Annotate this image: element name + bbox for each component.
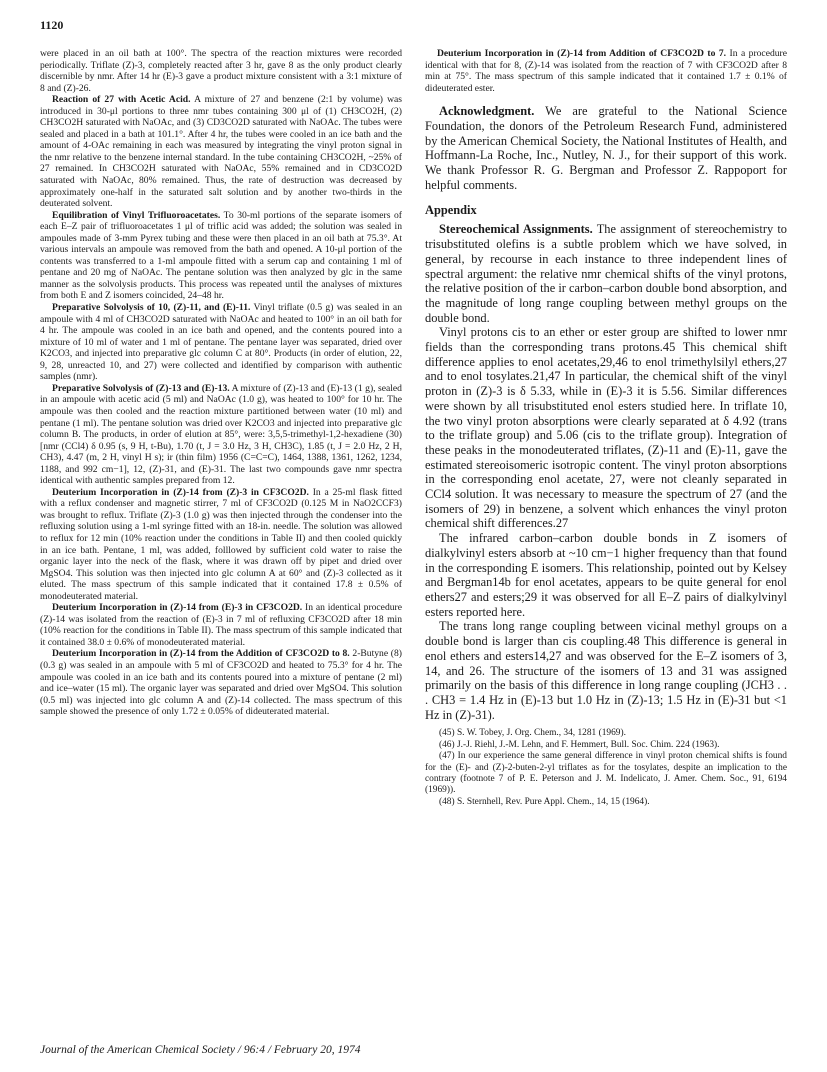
right-column	[425, 48, 787, 808]
journal-footer: Journal of the American Chemical Society / 96:4 / February 20, 1974	[40, 1044, 361, 1056]
paragraph-text: The trans long range coupling between vicinal methyl groups on a double bond is larger than cis coupling.48 This difference is general in enol ethers and esters14,27 and was observed for the E–Z isomers of 3, 14, and 26. The structure of the isomers of 13 and 31 was assigned primarily on the basis of this difference in long range coupling (JCH3 . . . CH3 = 1.4 Hz in (E)-13 but 1.0 Hz in (Z)-13; 1.5 Hz in (E)-31 but <1 Hz in (Z)-31).	[425, 619, 787, 722]
paragraph-text: Vinyl triflate (0.5 g) was sealed in an ampoule with 4 ml of CH3CO2D saturated with NaOAc and heated to 100° in an oil bath for 4 hr. The ampoule was cooled in an ice bath and opened, and the contents poured into a mixture of 10 ml of water and 1 ml of pentane. The pentane layer was separated, dried over K2CO3, and injected into preparative glc column C at 80°. Products (in order of elution, 22, 9, 28, unreacted 10, and 27) were collected and identified by comparison with authentic samples (nmr).	[40, 302, 402, 383]
acknowledgment-heading: Acknowledgment.	[439, 104, 535, 119]
paragraph-text: In an identical procedure (Z)-14 was isolated from the reaction of (E)-3 in 7 ml of refluxing CF3CO2D after 18 min (10% reaction for the conditions in Table II). The mass spectrum of this sample indicated that it contained 38.0 ± 0.6% of monodeuterated material.	[40, 602, 402, 648]
paragraph-text: The assignment of stereochemistry to trisubstituted olefins is a subtle problem which we have solved, in general, by recourse in each instance to three independent lines of spectral argument: the relative nmr chemical shifts of the vinyl protons, the relative position of the ir carbon–carbon double bond absorption, and the magnitude of long range coupling between methyl groups on the double bond.	[425, 222, 787, 325]
paragraph-heading: Deuterium Incorporation in (Z)-14 from (Z)-3 in CF3CO2D.	[52, 486, 309, 498]
paragraph-text: The infrared carbon–carbon double bonds in Z isomers of dialkylvinyl esters absorb at ~10 cm−1 higher frequency than that found in the corresponding E isomers. This relationship, pointed out by Kelsey and Bergman14b for enol acetates, appears to be quite general for enol ethers27 and esters;29 it was observed for all E–Z pairs of dialkylvinyl esters reported here.	[425, 531, 787, 619]
paragraph-text: were placed in an oil bath at 100°. The spectra of the reaction mixtures were recorded periodically. Triflate (Z)-3, completely reacted after 3 hr, gave 8 as the only product clearly discernible by nmr. After 14 hr (E)-3 gave a product mixture consistent with a 3:1 mixture of 8 and (Z)-26.	[40, 48, 402, 94]
paragraph-heading: Deuterium Incorporation in (Z)-14 from (E)-3 in CF3CO2D.	[52, 602, 303, 614]
experimental-paragraph	[40, 48, 402, 94]
paragraph-heading: Reaction of 27 with Acetic Acid.	[52, 94, 191, 106]
appendix-paragraph	[425, 531, 787, 619]
paragraph-text: Vinyl protons cis to an ether or ester group are shifted to lower nmr fields than the corresponding trans protons.45 This chemical shift difference applies to enol acetates,29,46 to enol trimethylsilyl ethers,27 and to enol tosylates.21,47 In particular, the chemical shift of the vinyl proton in (Z)-3 is δ 5.33, while in (E)-3 it is 5.56. Similar differences were shown by all trisubstituted enol esters studied here. In triflate 10, the two vinyl proton absorptions were clearly separated at δ 4.92 (trans to the triflate group) and 5.06 (cis to the triflate group). Integration of these peaks in the monodeuterated triflates, (Z)-11 and (E)-11, gave the estimated stereoisomeric isotropic content. The vinyl proton absorptions in the corresponding enol acetate, 27, were not cleanly separated in CCl4 solution. It was necessary to measure the spectrum of 27 (and the isomers of 29) in benzene, a solvent which enhances the vinyl proton chemical shift differences.27	[425, 325, 787, 531]
paragraph-text: In a 25-ml flask fitted with a reflux condenser and magnetic stirrer, 7 ml of CF3CO2D (0.125 M in NaO2CCF3) was brought to reflux. Triflate (Z)-3 (1.0 g) was then injected through the condenser into the refluxing solution using a 1-ml syringe fitted with an 18-in. needle. The solution was allowed to reflux for 12 min (10% reaction under the conditions in Table II) and then cooled quickly in an ice bath. Pentane, 1 ml, was added, folllowed by sufficient cold water to raise the organic layer into the neck of the flask, where it was drawn off by pipet and dried over MgSO4. This solution was then injected into glc column A at 60° and (Z)-3 collected as it eluted. The mass spectrum of this sample indicated that it contained 17.8 ± 0.5% of monodeuterated material.	[40, 486, 402, 602]
experimental-paragraph	[40, 383, 402, 487]
paragraph-text: A mixture of (Z)-13 and (E)-13 (1 g), sealed in an ampoule with acetic acid (5 ml) and NaOAc (1.0 g), was heated to 100° for 10 hr. The ampoule was then cooled and the reaction mixture partitioned between water (10 ml) and pentane (1 ml). The pentane solution was dried over K2CO3 and injected into preparative glc column B. The products, in order of elution at 85°, were: 3,5,5-trimethyl-1,2-hexadiene (30) [nmr (CCl4) δ 0.95 (s, 9 H, t-Bu), 1.70 (t, J = 3.0 Hz, 3 H, CH3C), 1.85 (t, J = 2.0 Hz, 2 H, CH3), 4.47 (m, 2 H, vinyl H s); ir (thin film) 1956 (C=C=C), 1464, 1388, 1361, 1262, 1234, 1188, and 992 cm−1], 12, (Z)-31, and (E)-31. The last two compounds gave nmr spectra identical with authentic samples prepared from 12.	[40, 382, 402, 487]
experimental-paragraph	[40, 602, 402, 648]
experimental-paragraph	[40, 487, 402, 602]
paragraph-heading: Preparative Solvolysis of 10, (Z)-11, and (E)-11.	[52, 302, 251, 314]
experimental-paragraph	[40, 94, 402, 209]
right-top-experimental	[425, 48, 787, 94]
references-list	[425, 728, 787, 808]
appendix-subheading: Stereochemical Assignments.	[439, 222, 593, 237]
left-column	[40, 48, 402, 718]
page-number: 1120	[40, 18, 64, 32]
paragraph-text: A mixture of 27 and benzene (2:1 by volume) was introduced in 30-μl portions to three nmr tubes containing 300 μl of (1) CH3CO2H, (2) CH3CO2H saturated with NaOAc, and (3) CD3CO2D saturated with NaOAc. The tubes were sealed and placed in a bath at 101.1°. After 4 hr, the tubes were cooled in an ice bath and the amount of 4-OAc remaining in each was measured by integrating the vinyl proton signal in the nmr relative to the benzene internal standard. In the tube containing CH3CO2H, ~25% of 27 remained. In CH3CO2H saturated with NaOAc, 55% remained and in CD3CO2D saturated with NaOAc, 80% remained. Thus, the rate of destruction was decreased by approximately one-half in the saturated salt solution and by another two-thirds in the deuterated solvent.	[40, 94, 402, 210]
appendix-paragraph	[425, 222, 787, 325]
paragraph-heading: Deuterium Incorporation in (Z)-14 from the Addition of CF3CO2D to 8.	[52, 648, 350, 660]
paragraph-text: In a procedure identical with that for 8, (Z)-14 was isolated from the reaction of 7 with CF3CO2D after 8 min at 75°. The mass spectrum of this sample indicated that it contained 1.7 ± 0.1% of dideuterated ester.	[425, 48, 787, 94]
paragraph-heading: Preparative Solvolysis of (Z)-13 and (E)-13.	[52, 382, 230, 394]
experimental-paragraph	[40, 302, 402, 383]
appendix-paragraph	[425, 325, 787, 531]
experimental-paragraph	[40, 648, 402, 717]
reference-item: (47) In our experience the same general difference in vinyl proton chemical shifts is found for the (E)- and (Z)-2-buten-2-yl triflates as for the tosylates, despite an implication to the contrary (footnote 7 of P. E. Peterson and J. M. Indelicato, J. Amer. Chem. Soc., 91, 6194 (1969)).	[425, 751, 787, 796]
appendix-body	[425, 222, 787, 722]
acknowledgment-text: We are grateful to the National Science Foundation, the donors of the Petroleum Research Fund, administered by the American Chemical Society, the National Institutes of Health, and Hoffmann-La Roche, Inc., Nutley, N. J., for their support of this work. We thank Professor R. G. Bergman and Professor Z. Rappoport for helpful comments.	[425, 104, 787, 192]
appendix-title: Appendix	[425, 203, 477, 218]
reference-item: (46) J.-J. Riehl, J.-M. Lehn, and F. Hemmert, Bull. Soc. Chim. 224 (1963).	[439, 739, 720, 750]
reference-item: (48) S. Sternhell, Rev. Pure Appl. Chem., 14, 15 (1964).	[439, 796, 650, 807]
paragraph-heading: Equilibration of Vinyl Trifluoroacetates.	[52, 209, 221, 221]
acknowledgment-section	[425, 104, 787, 192]
experimental-paragraph	[40, 210, 402, 302]
paragraph-heading: Deuterium Incorporation in (Z)-14 from Addition of CF3CO2D to 7.	[437, 48, 727, 59]
paragraph-text: To 30-ml portions of the separate isomers of each E–Z pair of trifluoroacetates 1 μl of triflic acid was added; the solution was sealed in ampoules made of 3-mm Pyrex tubing and these were then placed in an oil bath at 75.3°. At various intervals an ampoule was removed from the bath and opened. A 10-μl portion of the contents was transferred to a 1-ml ampoule fitted with a serum cap and containing 1 ml of pentane and 20 mg of NaOAc. The pentane solution was then analyzed by glc in the same manner as the solvolysis products. This process was repeated until the analyses of mixtures from both E and Z isomers coincided, 24–48 hr.	[40, 209, 402, 302]
reference-item: (45) S. W. Tobey, J. Org. Chem., 34, 1281 (1969).	[439, 728, 626, 739]
appendix-paragraph	[425, 619, 787, 722]
paragraph-text: 2-Butyne (8) (0.3 g) was sealed in an ampoule with 5 ml of CF3CO2D and heated to 75.3° for 4 hr. The ampoule was cooled in an ice bath and its contents poured into a mixture of pentane (2 ml) and ice–water (15 ml). The organic layer was separated and dried over MgSO4. This solution (0.5 ml) was injected into glc column A and (Z)-14 collected. The mass spectrum of this sample showed the presence of only 1.72 ± 0.05% of dideuterated material.	[40, 648, 402, 718]
